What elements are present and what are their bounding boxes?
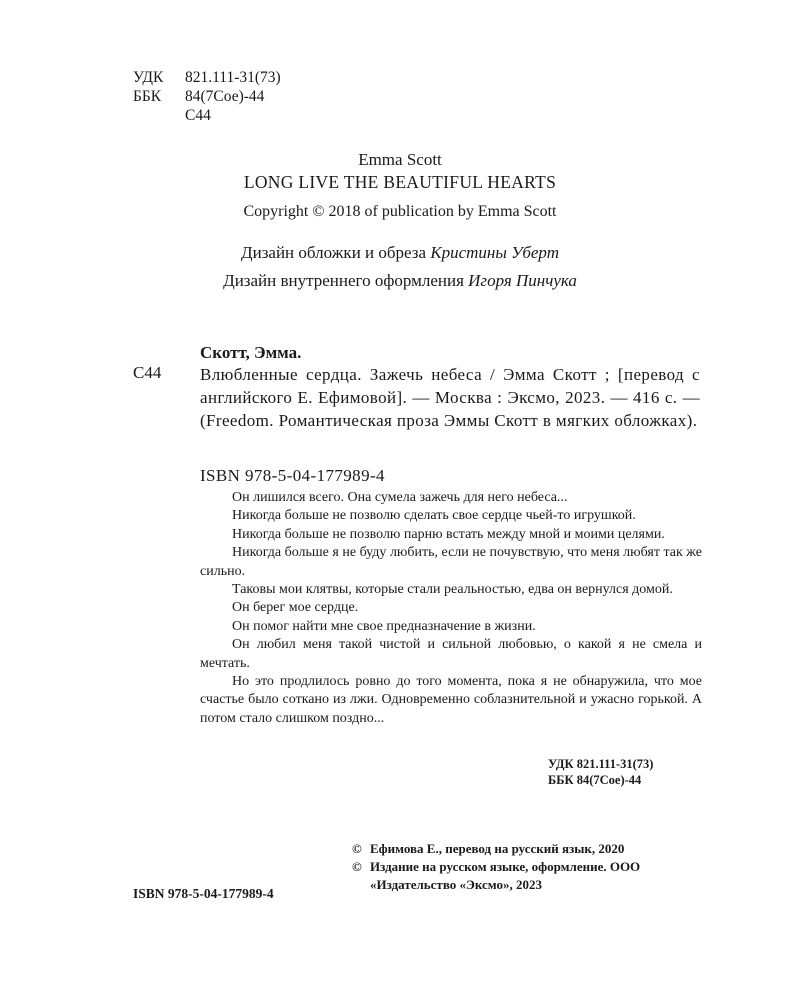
bibliographic-code: С44	[133, 363, 162, 382]
cover-design-label: Дизайн обложки и обреза	[241, 243, 427, 262]
author-code: С44	[185, 107, 211, 124]
bbk-label: ББК	[133, 88, 162, 105]
annotation-paragraph: Никогда больше я не буду любить, если не почувствую, что меня любят так же сильно.	[200, 545, 702, 579]
original-author: Emma Scott	[358, 150, 442, 169]
translation-copyright	[352, 840, 712, 858]
interior-designer-name: Игоря Пинчука	[468, 271, 577, 290]
bbk-value: 84(7Сое)-44	[185, 88, 265, 105]
translation-copyright-text: Ефимова Е., перевод на русский язык, 2020	[370, 841, 625, 856]
cover-designer-name: Кристины Уберт	[430, 243, 559, 262]
publisher-copyright	[352, 858, 712, 894]
interior-design-credit	[0, 271, 800, 291]
original-title: LONG LIVE THE BEAUTIFUL HEARTS	[243, 172, 557, 192]
annotation-paragraph: Он берег мое сердце.	[232, 600, 359, 616]
annotation-paragraph: Никогда больше не позволю парню встать между мной и моими целями.	[232, 526, 665, 542]
copyright-symbol: ©	[352, 859, 362, 874]
classification-codes	[133, 68, 281, 125]
footer-isbn: ISBN 978-5-04-177989-4	[133, 886, 274, 901]
bbk-row	[133, 87, 281, 106]
cover-design-credit	[0, 243, 800, 263]
annotation-paragraph: Таковы мои клятвы, которые стали реальностью, едва он вернулся домой.	[232, 582, 673, 598]
author-code-row	[133, 106, 281, 125]
copyright-block	[352, 840, 712, 894]
annotation-paragraph: Он любил меня такой чистой и сильной любовью, о какой я не смела и мечтать.	[200, 637, 702, 671]
footer-udk: УДК 821.111-31(73)	[548, 757, 654, 771]
udk-label: УДК	[133, 69, 164, 86]
bibliographic-description: Влюбленные сердца. Зажечь небеса / Эмма Скотт ; [перевод с английского Е. Ефимовой]. — Москва : Эксмо, 2023. — 416 с. — (Freedom. Романтическая проза Эммы Скотт в мягких обложках).	[200, 365, 700, 430]
annotation	[200, 489, 702, 728]
udk-row	[133, 68, 281, 87]
annotation-paragraph: Но это продлилось ровно до того момента, пока я не обнаружила, что мое счастье было соткано из лжи. Одновременно соблазнительной и ужасно горькой. А потом стало слишком поздно...	[200, 674, 702, 726]
footer-classification-codes	[548, 756, 653, 788]
copyright-symbol: ©	[352, 841, 362, 856]
annotation-paragraph: Он лишился всего. Она сумела зажечь для него небеса...	[232, 490, 568, 505]
udk-value: 821.111-31(73)	[185, 69, 281, 86]
interior-design-label: Дизайн внутреннего оформления	[223, 271, 464, 290]
annotation-paragraph: Он помог найти мне свое предназначение в жизни.	[232, 618, 536, 634]
bibliographic-heading: Скотт, Эмма.	[200, 343, 302, 362]
publisher-copyright-text: Издание на русском языке, оформление. ООО «Издательство «Эксмо», 2023	[370, 859, 641, 892]
annotation-paragraph: Никогда больше не позволю сделать свое сердце чьей-то игрушкой.	[232, 508, 636, 524]
original-copyright: Copyright © 2018 of publication by Emma Scott	[243, 203, 557, 220]
bibliographic-isbn: ISBN 978-5-04-177989-4	[200, 466, 385, 485]
footer-bbk: ББК 84(7Сое)-44	[548, 773, 642, 787]
